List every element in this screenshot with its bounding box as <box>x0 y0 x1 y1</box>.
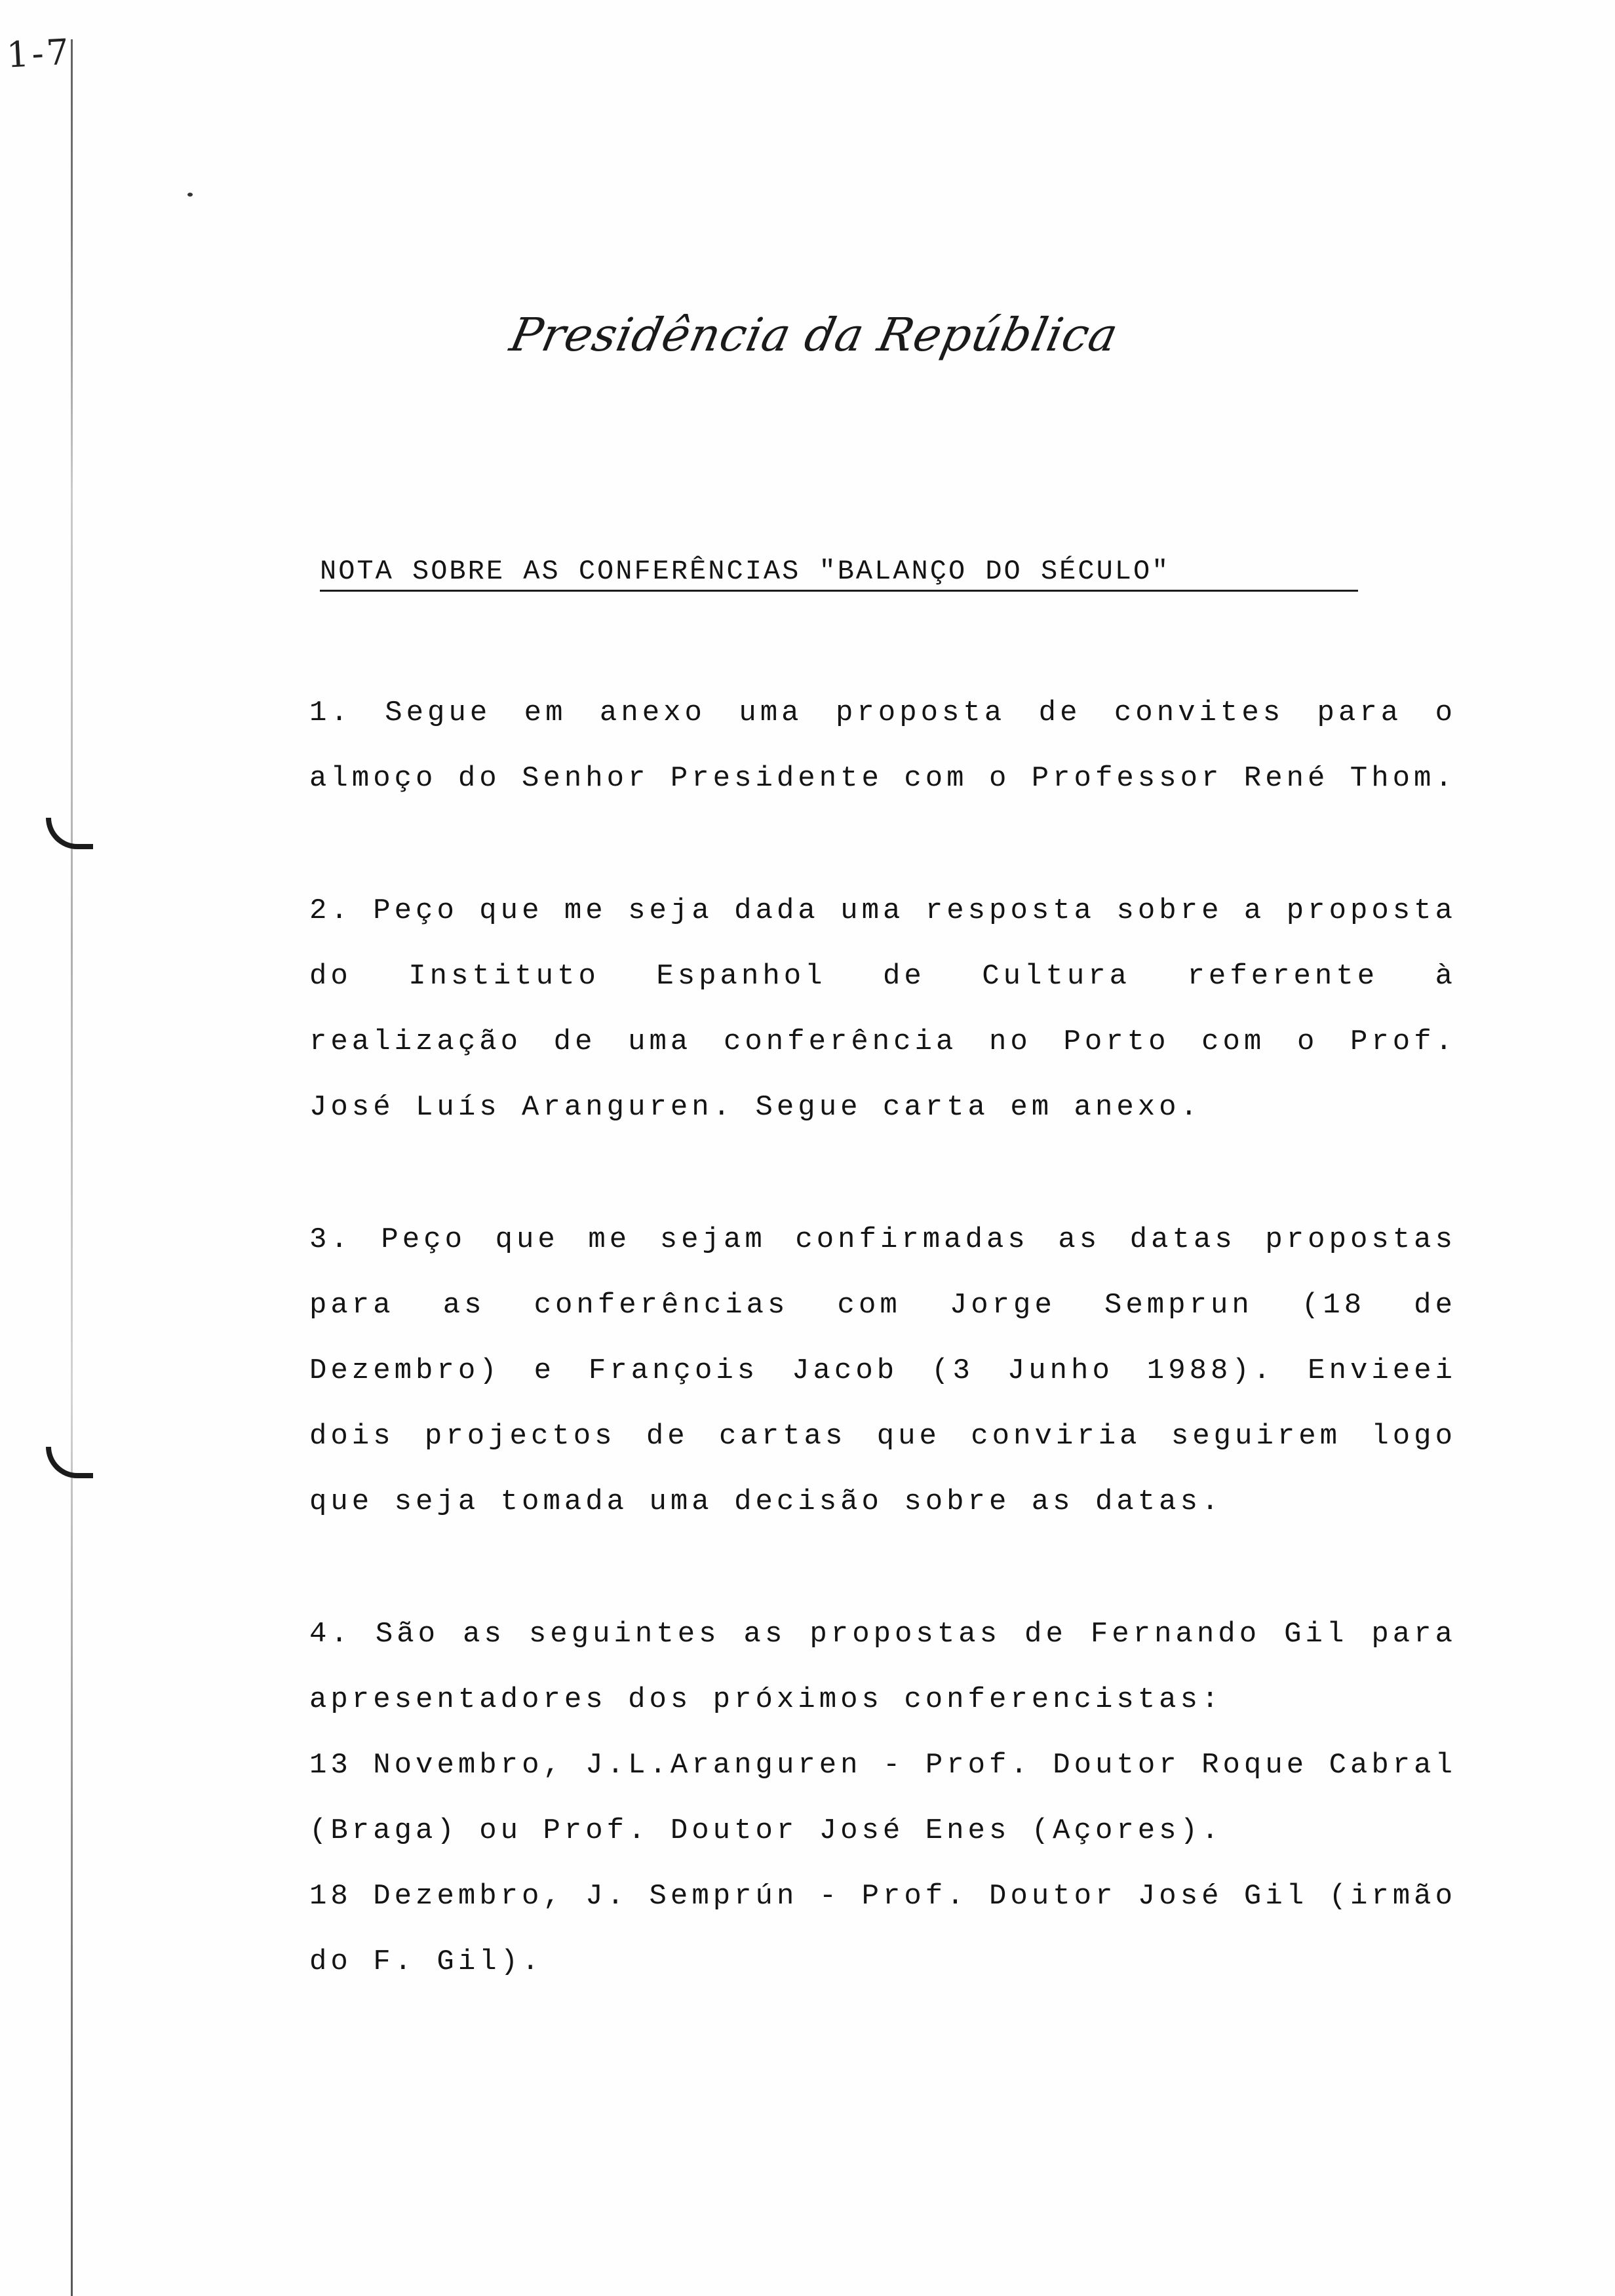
paragraph-2: 2. Peço que me seja dada uma resposta sobre a proposta do Instituto Espanhol de Cultura referente à realização de uma conferência no Porto com o Prof. José Luís Aranguren. Segue carta em anexo. <box>309 894 1456 1124</box>
binder-margin-line <box>71 39 73 2296</box>
paragraph-3: 3. Peço que me sejam confirmadas as datas propostas para as conferências com Jorge Semprun (18 de Dezembro) e François Jacob (3 Junho 1988). Envieei dois projectos de cartas que conviria seguirem logo que seja tomada uma decisão sobre as datas. <box>309 1223 1456 1518</box>
punch-hole-mark-upper <box>46 818 93 849</box>
paragraph-1: 1. Segue em anexo uma proposta de convites para o almoço do Senhor Presidente com o Professor René Thom. <box>309 697 1456 795</box>
punch-hole-mark-lower <box>46 1447 93 1478</box>
document-title: NOTA SOBRE AS CONFERÊNCIAS "BALANÇO DO SÉCULO" <box>320 556 1358 592</box>
letterhead: Presidência da República <box>505 308 1123 362</box>
speck <box>187 193 193 197</box>
corner-handwritten-note: 1-7 <box>5 31 73 76</box>
document-body <box>309 680 1456 1995</box>
presenter-entry-1: 13 Novembro, J.L.Aranguren - Prof. Doutor Roque Cabral (Braga) ou Prof. Doutor José Enes (Açores). <box>309 1749 1456 1847</box>
presenter-entry-2: 18 Dezembro, J. Semprún - Prof. Doutor José Gil (irmão do F. Gil). <box>309 1880 1456 1978</box>
paragraph-4: 4. São as seguintes as propostas de Fernando Gil para apresentadores dos próximos conferencistas: <box>309 1618 1456 1716</box>
